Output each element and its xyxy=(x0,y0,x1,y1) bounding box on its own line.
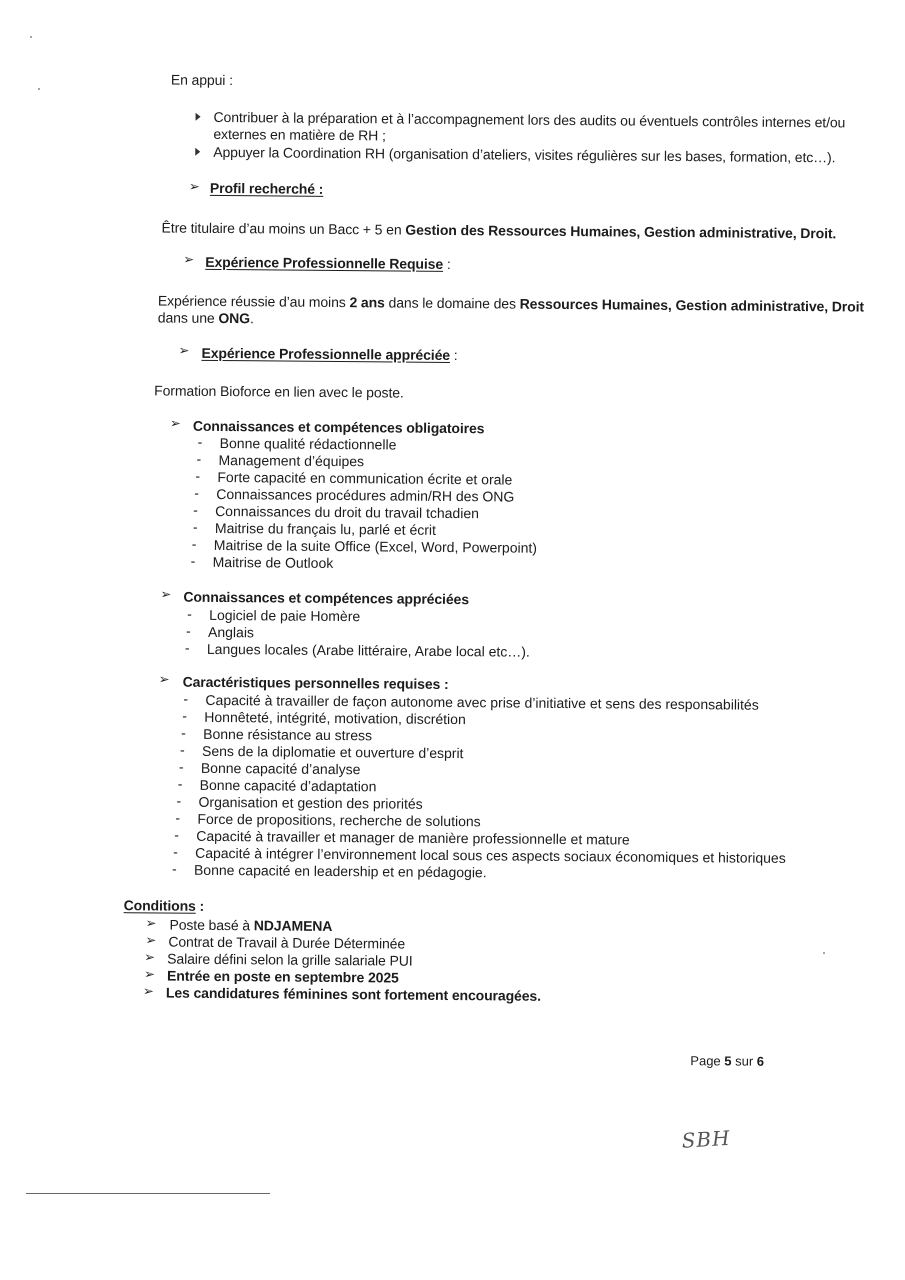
arrow-bullet-icon: ➢ xyxy=(188,178,200,194)
list-item: Organisation et gestion des priorités xyxy=(198,793,423,812)
scan-artifact-line xyxy=(26,1193,270,1194)
appui-item-1-line1: Contribuer à la préparation et à l’accompagnement lors des audits ou éventuels contrôles internes et/ou xyxy=(213,108,846,131)
list-item: Bonne capacité en leadership et en pédagogie. xyxy=(193,861,487,881)
page-number-total: 6 xyxy=(756,1053,765,1069)
list-dash: - xyxy=(181,724,186,741)
list-dash: - xyxy=(197,433,203,450)
list-item: Connaissances procédures admin/RH des ONG xyxy=(216,485,515,505)
experience-requise-line2 xyxy=(158,309,254,326)
list-dash: - xyxy=(182,707,188,724)
conditions-colon: : xyxy=(195,897,205,914)
conditions-item-salary: Salaire défini selon la grille salariale PUI xyxy=(167,950,413,969)
arrow-bullet-icon: ➢ xyxy=(145,915,157,931)
arrow-bullet-icon: ➢ xyxy=(142,983,154,999)
list-dash: - xyxy=(184,639,190,656)
page-number-current: 5 xyxy=(724,1053,732,1069)
list-item: Logiciel de paie Homère xyxy=(209,606,361,625)
scan-speck xyxy=(30,36,32,38)
list-dash: - xyxy=(175,809,181,826)
experience-appreciee-colon: : xyxy=(449,346,458,364)
page-number-mid: sur xyxy=(731,1053,757,1069)
profil-text xyxy=(162,219,837,241)
conditions-heading-line xyxy=(124,897,205,914)
list-dash: - xyxy=(174,826,180,843)
arrow-bullet-icon: ➢ xyxy=(160,586,172,602)
experience-requise-line1-prefix: Expérience réussie d’au moins xyxy=(157,292,350,311)
page-number-prefix: Page xyxy=(690,1053,725,1069)
arrow-bullet-icon: ➢ xyxy=(144,949,156,965)
list-item: Langues locales (Arabe littéraire, Arabe local etc…). xyxy=(206,640,530,660)
list-dash: - xyxy=(186,622,191,639)
arrow-bullet-icon: ➢ xyxy=(158,671,170,687)
list-item: Management d’équipes xyxy=(218,451,365,470)
caracteristiques-heading: Caractéristiques personnelles requises : xyxy=(182,673,449,692)
list-dash: - xyxy=(183,690,189,707)
list-dash: - xyxy=(196,450,202,467)
list-dash: - xyxy=(177,775,183,792)
appui-item-1-line2: externes en matière de RH ; xyxy=(213,125,386,144)
list-item: Maitrise du français lu, parlé et écrit xyxy=(214,519,437,538)
list-item: Bonne qualité rédactionnelle xyxy=(219,434,397,453)
profil-text-prefix: Être titulaire d’au moins un Bacc + 5 en xyxy=(161,219,406,238)
signature-initials: SBH xyxy=(680,1125,732,1153)
list-dash: - xyxy=(191,535,197,552)
list-item: Sens de la diplomatie et ouverture d’esprit xyxy=(201,742,464,762)
experience-requise-heading: Expérience Professionnelle Requise xyxy=(205,253,444,272)
list-item: Capacité à travailler de façon autonome avec prise d’initiative et sens des responsabilités xyxy=(205,691,759,713)
conditions-item-women: Les candidatures féminines sont fortement encouragées. xyxy=(165,984,542,1004)
list-dash: - xyxy=(194,484,200,501)
conditions-location-city: NDJAMENA xyxy=(253,917,333,934)
scan-speck xyxy=(823,952,825,954)
list-item: Force de propositions, recherche de solutions xyxy=(197,810,481,830)
list-dash: - xyxy=(187,605,192,622)
conditions-heading: Conditions xyxy=(123,897,196,914)
list-dash: - xyxy=(173,843,178,860)
arrow-bullet-icon: ➢ xyxy=(145,932,157,948)
arrow-bullet-icon: ➢ xyxy=(169,415,181,431)
arrow-bullet-icon: ➢ xyxy=(178,342,190,358)
list-dash: - xyxy=(190,552,196,569)
conditions-item-start: Entrée en poste en septembre 2025 xyxy=(166,967,399,986)
experience-requise-line2-prefix: dans une xyxy=(157,309,219,326)
list-item: Maitrise de Outlook xyxy=(212,553,334,571)
experience-requise-colon: : xyxy=(443,255,451,272)
experience-requise-line2-suffix: . xyxy=(249,310,254,327)
list-dash: - xyxy=(192,518,198,535)
experience-requise-domains: Ressources Humaines, Gestion administrative, Droit xyxy=(519,295,865,315)
list-item: Maitrise de la suite Office (Excel, Word, Powerpoint) xyxy=(213,536,538,556)
list-item: Bonne capacité d’adaptation xyxy=(199,776,377,795)
conditions-location-prefix: Poste basé à xyxy=(169,916,254,934)
list-item: Capacité à intégrer l’environnement local sous ces aspects sociaux économiques et historiques xyxy=(195,844,786,866)
profil-text-bold: Gestion des Ressources Humaines, Gestion administrative, Droit. xyxy=(405,221,837,242)
experience-appreciee-text: Formation Bioforce en lien avec le poste. xyxy=(154,382,404,401)
experience-requise-ong: ONG xyxy=(218,309,251,327)
list-dash: - xyxy=(178,758,184,775)
competences-appreciees-heading: Connaissances et compétences appréciées xyxy=(183,588,470,608)
experience-appreciee-heading: Expérience Professionnelle appréciée xyxy=(201,344,451,363)
experience-requise-heading-line xyxy=(205,254,451,272)
list-item: Capacité à travailler et manager de manière professionnelle et mature xyxy=(196,827,630,848)
experience-requise-line1-mid: dans le domaine des xyxy=(384,294,520,312)
experience-appreciee-heading-line xyxy=(201,345,457,363)
appui-heading: En appui : xyxy=(170,71,234,89)
profil-heading: Profil recherché : xyxy=(209,179,324,197)
list-item: Bonne capacité d’analyse xyxy=(200,759,361,778)
list-item: Connaissances du droit du travail tchadien xyxy=(215,502,480,522)
list-item: Bonne résistance au stress xyxy=(203,725,373,744)
conditions-item-contract: Contrat de Travail à Durée Déterminée xyxy=(168,933,406,952)
bullet-triangle-icon xyxy=(195,148,200,156)
page-number xyxy=(690,1053,764,1069)
experience-requise-duration: 2 ans xyxy=(349,294,385,311)
arrow-bullet-icon: ➢ xyxy=(183,251,195,267)
appui-item-2: Appuyer la Coordination RH (organisation d’ateliers, visites régulières sur les bases, formation, etc…). xyxy=(213,143,836,166)
bullet-triangle-icon xyxy=(196,113,201,121)
experience-requise-line1 xyxy=(158,292,864,314)
list-item: Honnêteté, intégrité, motivation, discrétion xyxy=(204,708,466,728)
list-item: Forte capacité en communication écrite et orale xyxy=(217,468,513,488)
conditions-item-location xyxy=(169,917,332,934)
list-dash: - xyxy=(171,860,177,877)
scan-speck xyxy=(38,88,40,90)
list-dash: - xyxy=(195,467,201,484)
competences-obligatoires-heading: Connaissances et compétences obligatoires xyxy=(192,417,485,437)
list-item: Anglais xyxy=(207,623,255,641)
list-dash: - xyxy=(176,792,182,809)
arrow-bullet-icon: ➢ xyxy=(144,966,156,982)
list-dash: - xyxy=(179,741,185,758)
list-dash: - xyxy=(193,501,198,518)
